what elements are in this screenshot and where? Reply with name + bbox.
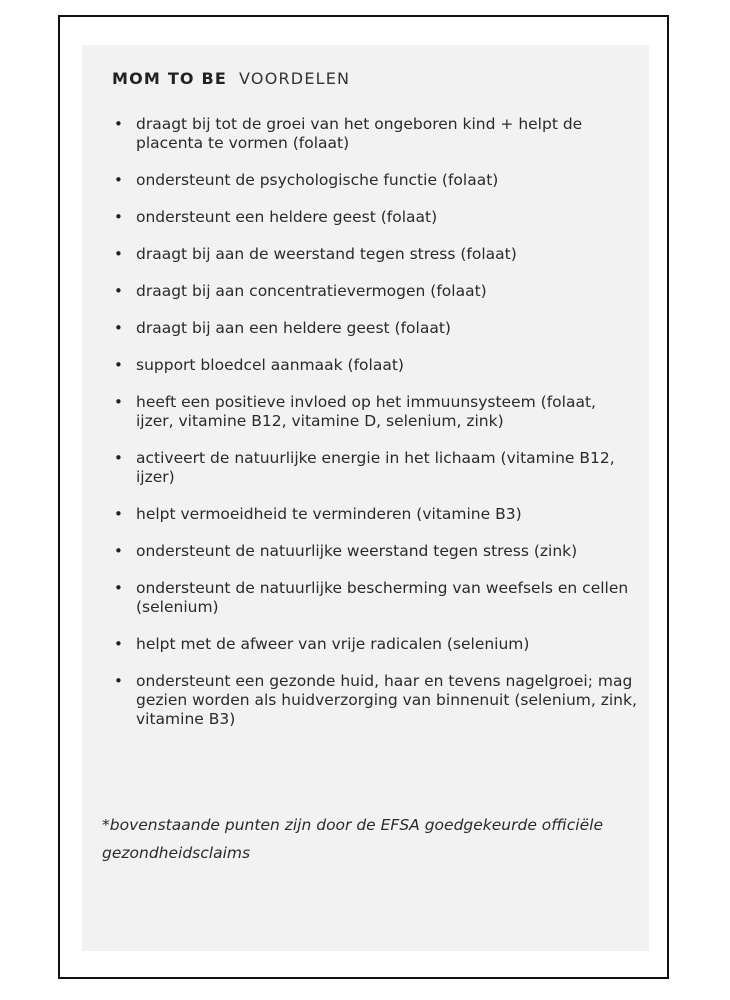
benefit-item [112,171,637,190]
benefit-text: ondersteunt een heldere geest (folaat) [136,208,438,226]
benefit-text: draagt bij aan de weerstand tegen stress (folaat) [136,245,517,263]
brand-title: MOM TO BE [112,69,228,88]
benefit-text: ondersteunt een gezonde huid, haar en tevens nagelgroei; mag gezien worden als huidverzorging van binnenuit (selenium, zink, vitamine B3) [136,672,637,728]
benefit-item [112,579,637,617]
bullet-icon: • [114,171,123,189]
benefit-item [112,672,637,729]
bullet-icon: • [114,319,123,337]
benefit-item [112,208,637,227]
benefit-text: draagt bij aan een heldere geest (folaat) [136,319,451,337]
benefit-item [112,542,637,561]
bullet-icon: • [114,115,123,133]
benefit-item [112,245,637,264]
benefit-text: ondersteunt de natuurlijke bescherming van weefsels en cellen (selenium) [136,579,629,616]
footnote: *bovenstaande punten zijn door de EFSA goedgekeurde officiële gezondheidsclaims [102,816,603,862]
bullet-icon: • [114,449,123,467]
bullet-icon: • [114,579,123,597]
bullet-icon: • [114,245,123,263]
benefit-text: helpt met de afweer van vrije radicalen (selenium) [136,635,530,653]
benefit-item [112,115,637,153]
benefit-item [112,356,637,375]
bullet-icon: • [114,542,123,560]
bullet-icon: • [114,635,123,653]
benefit-text: heeft een positieve invloed op het immuunsysteem (folaat, ijzer, vitamine B12, vitamine D, selenium, zink) [136,393,596,430]
panel-heading [112,69,350,88]
benefit-text: support bloedcel aanmaak (folaat) [136,356,404,374]
benefit-text: draagt bij aan concentratievermogen (folaat) [136,282,487,300]
benefit-item [112,319,637,338]
benefit-text: ondersteunt de psychologische functie (folaat) [136,171,499,189]
benefit-item [112,505,637,524]
heading-subtitle: VOORDELEN [239,69,351,88]
bullet-icon: • [114,356,123,374]
benefit-text: activeert de natuurlijke energie in het lichaam (vitamine B12, ijzer) [136,449,615,486]
bullet-icon: • [114,672,123,690]
benefit-text: draagt bij tot de groei van het ongeboren kind + helpt de placenta te vormen (folaat) [136,115,583,152]
benefits-panel [82,45,649,951]
benefit-item [112,449,637,487]
bullet-icon: • [114,393,123,411]
benefit-text: helpt vermoeidheid te verminderen (vitamine B3) [136,505,522,523]
bullet-icon: • [114,208,123,226]
benefit-text: ondersteunt de natuurlijke weerstand tegen stress (zink) [136,542,578,560]
benefit-item [112,393,637,431]
benefit-item [112,282,637,301]
benefit-item [112,635,637,654]
bullet-icon: • [114,505,123,523]
bullet-icon: • [114,282,123,300]
card-frame [58,15,669,979]
benefits-list [112,115,637,747]
